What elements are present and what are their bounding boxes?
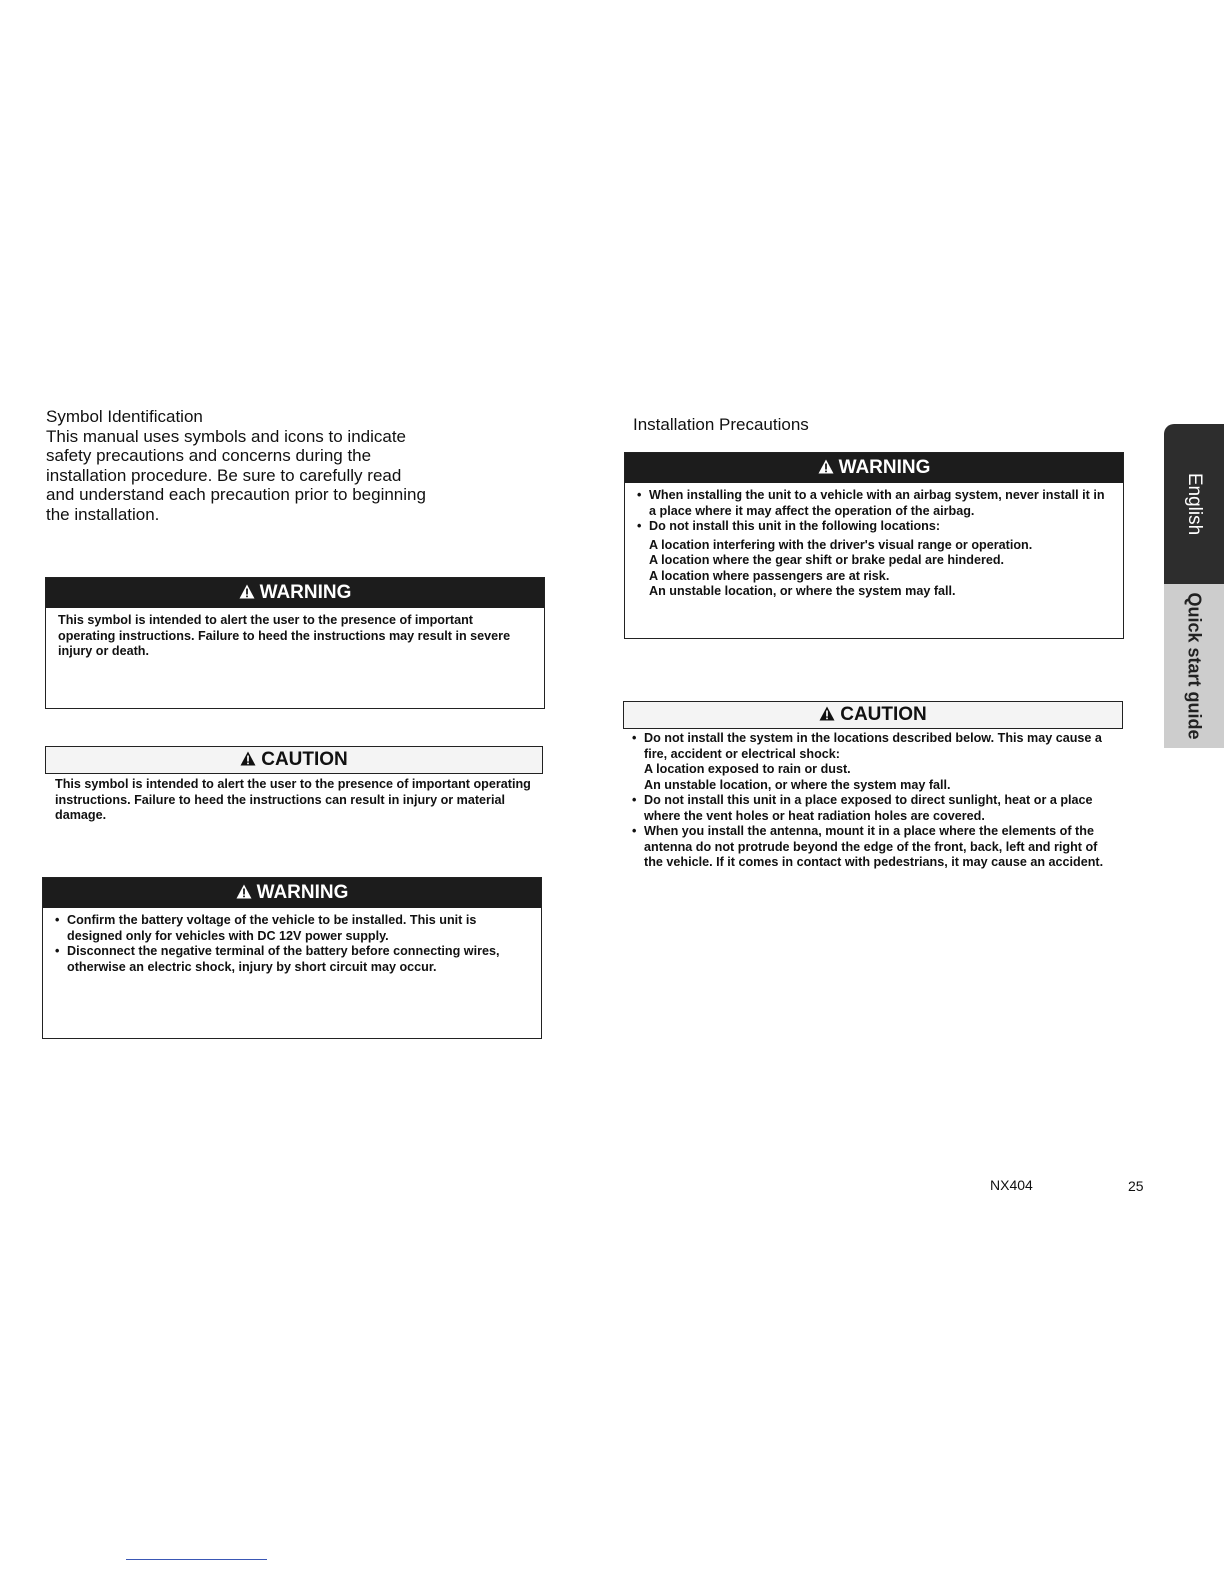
list-item: • Do not install this unit in the following locations: xyxy=(637,519,1111,535)
warning-title: WARNING xyxy=(259,582,352,603)
intro-text: This manual uses symbols and icons to indicate safety precautions and concerns during the installation procedure. Be sure to carefully read and understand each precaution prior to beginning the installation. xyxy=(46,426,426,524)
list-item: • Disconnect the negative terminal of the battery before connecting wires, otherwise an electric shock, injury by short circuit may occur. xyxy=(55,944,529,975)
section-title: Installation Precautions xyxy=(633,415,809,434)
warning-title: WARNING xyxy=(256,882,349,903)
caution-title: CAUTION xyxy=(840,704,927,725)
intro-heading: Symbol Identification xyxy=(46,407,203,426)
list-item: • When installing the unit to a vehicle with an airbag system, never install it in a place where it may affect the operation of the airbag. xyxy=(637,488,1111,519)
location-item: A location interfering with the driver's visual range or operation. xyxy=(649,537,1033,552)
list-item: • Do not install this unit in a place exposed to direct sunlight, heat or a place where the vent holes or heat radiation holes are covered. xyxy=(632,793,1116,824)
warning-header xyxy=(625,453,1123,483)
page-number: 25 xyxy=(1128,1178,1144,1194)
battery-warning-box xyxy=(42,877,542,1039)
list-item: • Do not install the system in the locations described below. This may cause a fire, accident or electrical shock: A location exposed to rain or dust. An unstable location, or where the system may fall. xyxy=(632,731,1116,793)
warning-symbol-box xyxy=(45,577,545,709)
tab-english: English xyxy=(1164,424,1224,584)
warning-list xyxy=(637,488,1111,535)
warning-triangle-icon xyxy=(239,584,255,599)
tab-quick-start-guide: Quick start guide xyxy=(1164,584,1224,748)
sub-item: A location exposed to rain or dust. xyxy=(644,762,851,776)
list-item: • Confirm the battery voltage of the vehicle to be installed. This unit is designed only for vehicles with DC 12V power supply. xyxy=(55,913,529,944)
warning-header xyxy=(46,578,544,608)
warning-triangle-icon xyxy=(818,459,834,474)
caution-triangle-icon xyxy=(819,706,835,721)
model-number: NX404 xyxy=(990,1177,1033,1193)
sub-item: An unstable location, or where the system may fall. xyxy=(644,777,951,792)
caution-list xyxy=(632,731,1116,871)
location-list xyxy=(637,538,1111,600)
warning-header xyxy=(43,878,541,908)
caution-triangle-icon xyxy=(240,751,256,766)
installation-caution-header xyxy=(623,701,1123,729)
list-item: • When you install the antenna, mount it in a place where the elements of the antenna do not protrude beyond the edge of the front, back, left and right of the vehicle. If it comes in contact with pedestrians, it may cause an accident. xyxy=(632,824,1116,871)
warning-description: This symbol is intended to alert the user to the presence of important operating instructions. Failure to heed the instructions may result in severe injury or death. xyxy=(58,613,511,658)
location-item: A location where passengers are at risk. xyxy=(649,568,890,583)
caution-title: CAUTION xyxy=(261,749,348,770)
warning-list xyxy=(55,913,529,975)
location-item: A location where the gear shift or brake pedal are hindered. xyxy=(649,553,1005,567)
warning-title: WARNING xyxy=(838,457,931,478)
location-item: An unstable location, or where the system may fall. xyxy=(649,584,956,598)
installation-warning-box xyxy=(624,452,1124,639)
symbol-identification xyxy=(46,407,426,525)
caution-description: This symbol is intended to alert the user to the presence of important operating instructions. Failure to heed the instructions can result in injury or material damage. xyxy=(55,777,531,822)
warning-triangle-icon xyxy=(236,884,252,899)
caution-symbol-header xyxy=(45,746,543,774)
divider xyxy=(126,1559,267,1560)
